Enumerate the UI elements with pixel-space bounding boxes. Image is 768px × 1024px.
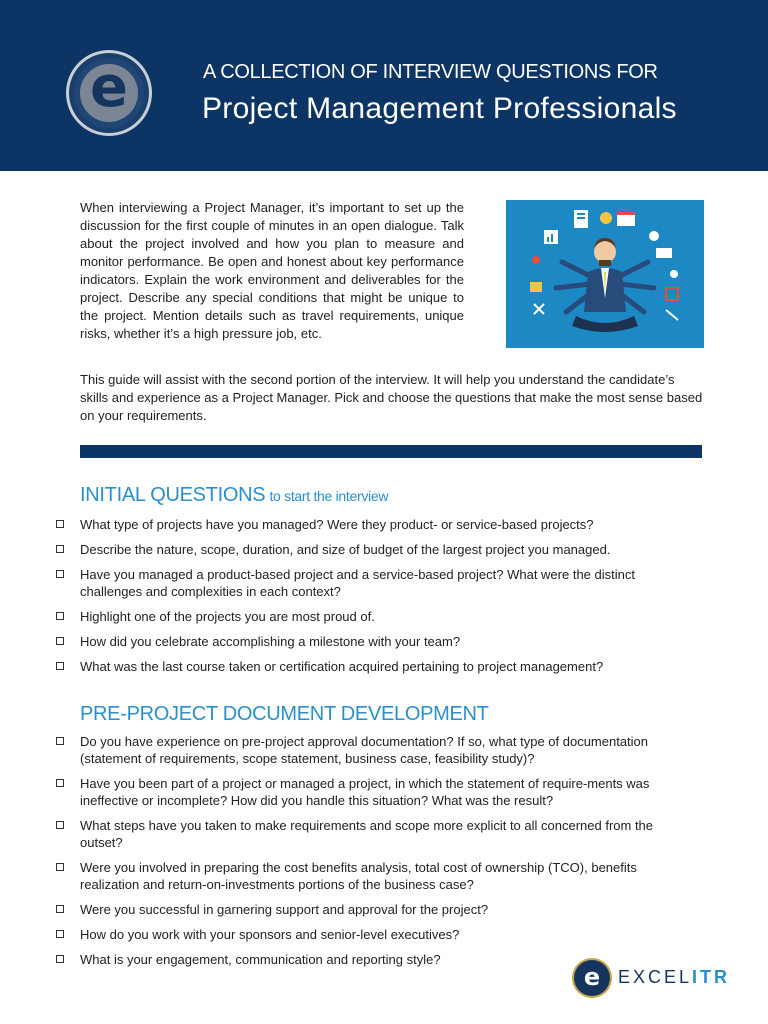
section-heading-pre-project: [80, 703, 489, 726]
clock-icon: [649, 231, 659, 241]
bullet-box-icon: [56, 570, 64, 578]
bullet-box-icon: [56, 905, 64, 913]
document-title: Project Management Professionals: [202, 92, 677, 125]
bullet-box-icon: [56, 779, 64, 787]
pre-project-questions-list: [56, 733, 696, 976]
bullet-box-icon: [56, 520, 64, 528]
list-item: How do you work with your sponsors and senior-level executives?: [56, 926, 696, 943]
section-heading-main: INITIAL QUESTIONS: [80, 484, 266, 506]
section-divider: [80, 445, 702, 458]
project-manager-illustration: [506, 200, 704, 348]
person-legs: [572, 316, 638, 332]
intro-paragraph-1: When interviewing a Project Manager, it’s important to set up the discussion for the first couple of minutes in an open dialogue. Talk about the project involved and how you plan to measure and monitor performance. Be open and honest about key performance indicators. Explain the work environment and deliverables for the project. Describe any special conditions that might be unique to the project. Mention details such as travel requirements, unique risks, whether it’s a high pressure job, etc.: [80, 200, 464, 341]
bullet-box-icon: [56, 545, 64, 553]
briefcase-icon: [530, 282, 542, 292]
excelitr-logo: [66, 50, 152, 136]
list-item: Highlight one of the projects you are most proud of.: [56, 608, 696, 625]
bullet-box-icon: [56, 662, 64, 670]
list-item: Do you have experience on pre-project approval documentation? If so, what type of documentation (statement of requirements, scope statement, business case, feasibility study)?: [56, 733, 696, 767]
section-heading-initial-questions: [80, 484, 388, 507]
logo-letter: e: [90, 55, 128, 120]
focus-icon: [666, 288, 678, 300]
lightbulb-icon: [600, 212, 612, 224]
section-heading-main: PRE-PROJECT DOCUMENT DEVELOPMENT: [80, 703, 489, 725]
bullet-box-icon: [56, 737, 64, 745]
list-item: Were you involved in preparing the cost benefits analysis, total cost of ownership (TCO), benefits realization and return-on-investments portions of the business case?: [56, 859, 696, 893]
list-item: Were you successful in garnering support and approval for the project?: [56, 901, 696, 918]
gear-icon: [532, 256, 540, 264]
header-banner: [0, 0, 768, 171]
bullet-box-icon: [56, 863, 64, 871]
list-item: Have you been part of a project or managed a project, in which the statement of require-ments was ineffective or incomplete? How did you handle this situation? What was the result?: [56, 775, 696, 809]
list-item: How did you celebrate accomplishing a milestone with your team?: [56, 633, 696, 650]
initial-questions-list: [56, 516, 696, 683]
tools-icon: [534, 304, 544, 314]
settings-icon: [670, 270, 678, 278]
section-heading-sub: to start the interview: [269, 488, 389, 504]
intro-paragraph-2: This guide will assist with the second portion of the interview. It will help you understand the candidate’s skills and experience as a Project Manager. Pick and choose the questions that make the most sense based on your requirements.: [80, 372, 703, 423]
bullet-box-icon: [56, 612, 64, 620]
list-item: Have you managed a product-based project and a service-based project? What were the distinct challenges and complexities in each context?: [56, 566, 696, 600]
document-supertitle: A COLLECTION OF INTERVIEW QUESTIONS FOR: [203, 61, 658, 83]
list-item: Describe the nature, scope, duration, and size of budget of the largest project you managed.: [56, 541, 696, 558]
list-item: What was the last course taken or certification acquired pertaining to project management?: [56, 658, 696, 675]
bullet-box-icon: [56, 637, 64, 645]
list-item: What is your engagement, communication and reporting style?: [56, 951, 696, 968]
list-item: What steps have you taken to make requirements and scope more explicit to all concerned from the outset?: [56, 817, 696, 851]
bullet-box-icon: [56, 955, 64, 963]
brand-circle-icon: e: [574, 960, 610, 996]
brand-wordmark: EXCELITR: [618, 967, 731, 987]
bullet-box-icon: [56, 821, 64, 829]
mail-icon: [656, 248, 672, 258]
wrench-icon: [666, 310, 678, 320]
list-item: What type of projects have you managed? Were they product- or service-based projects?: [56, 516, 696, 533]
bullet-box-icon: [56, 930, 64, 938]
